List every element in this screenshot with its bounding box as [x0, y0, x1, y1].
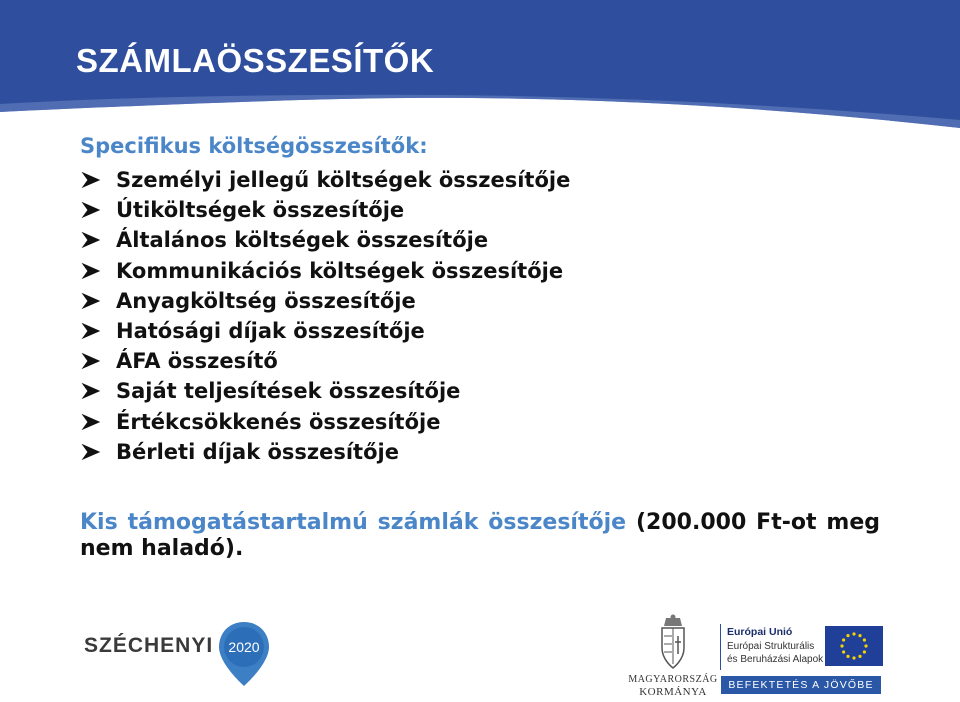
szechenyi-logo-text: SZÉCHENYI — [84, 634, 214, 657]
list-item — [80, 225, 570, 255]
arrow-bullet-icon — [80, 230, 104, 250]
list-item — [80, 286, 570, 316]
bullet-list — [80, 165, 570, 467]
list-item-text: Saját teljesítések összesítője — [116, 379, 461, 404]
magyarorszag-kormanya-logo — [628, 614, 718, 700]
mk-line2: KORMÁNYA — [639, 686, 707, 698]
list-item-text: Bérleti díjak összesítője — [116, 439, 399, 464]
list-item-text: Személyi jellegű költségek összesítője — [116, 168, 571, 193]
list-item-text: Értékcsökkenés összesítője — [116, 409, 441, 434]
note-black-text: (200.000 Ft-ot meg nem haladó). — [80, 510, 880, 561]
arrow-bullet-icon — [80, 200, 104, 220]
list-item — [80, 316, 570, 346]
eu-line1: Európai Unió — [727, 626, 793, 638]
list-item — [80, 165, 570, 195]
subheading: Specifikus költségösszesítők: — [80, 134, 428, 158]
eu-line2: Európai Strukturális — [727, 641, 815, 652]
eu-flag-icon — [825, 626, 883, 666]
eu-logo — [720, 624, 886, 670]
arrow-bullet-icon — [80, 412, 104, 432]
list-item — [80, 437, 570, 467]
list-item — [80, 256, 570, 286]
list-item-text: Útiköltségek összesítője — [116, 198, 405, 223]
note-blue-text: Kis támogatástartalmú számlák összesítője — [80, 510, 627, 535]
coat-of-arms-icon — [628, 614, 718, 672]
arrow-bullet-icon — [80, 261, 104, 281]
szechenyi-2020-logo — [80, 620, 280, 690]
list-item — [80, 376, 570, 406]
mk-line1: MAGYARORSZÁG — [628, 674, 718, 685]
slide-title: SZÁMLAÖSSZESÍTŐK — [76, 42, 435, 79]
list-item-text: ÁFA összesítő — [116, 349, 278, 374]
arrow-bullet-icon — [80, 291, 104, 311]
list-item — [80, 407, 570, 437]
list-item-text: Hatósági díjak összesítője — [116, 319, 425, 344]
list-item-text: Általános költségek összesítője — [116, 228, 489, 253]
arrow-bullet-icon — [80, 381, 104, 401]
list-item — [80, 346, 570, 376]
eu-line3: és Beruházási Alapok — [727, 654, 824, 665]
szechenyi-year-text: 2020 — [228, 639, 260, 655]
note-paragraph — [80, 510, 880, 562]
list-item-text: Kommunikációs költségek összesítője — [116, 258, 564, 283]
list-item-text: Anyagköltség összesítője — [116, 288, 416, 313]
map-pin-icon — [216, 620, 276, 690]
header-banner — [0, 0, 960, 130]
eu-banner: BEFEKTETÉS A JÖVŐBE — [721, 676, 881, 694]
arrow-bullet-icon — [80, 351, 104, 371]
arrow-bullet-icon — [80, 442, 104, 462]
arrow-bullet-icon — [80, 170, 104, 190]
list-item — [80, 195, 570, 225]
arrow-bullet-icon — [80, 321, 104, 341]
